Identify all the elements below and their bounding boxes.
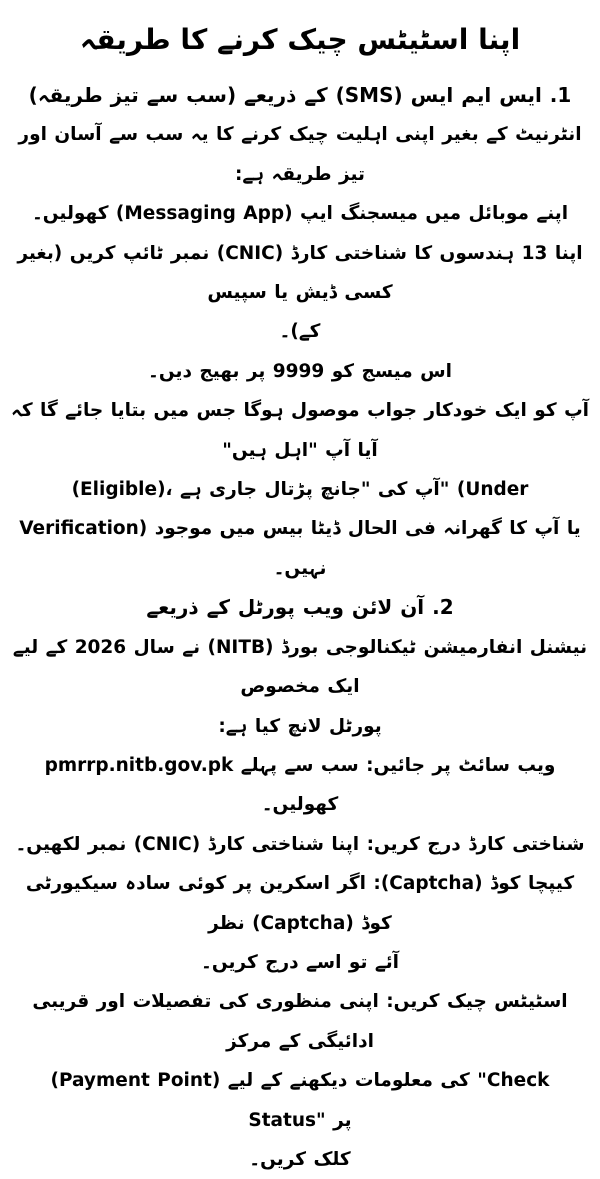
check-status-step: اسٹیٹس چیک کریں: اپنی منظوری کی تفصیلات اور قریبی ادائیگی کے مرکز [32, 991, 568, 1052]
captcha-step-continued: آئے تو اسے درج کریں۔ [201, 951, 399, 973]
nitb-portal-text: نیشنل انفارمیشن ٹیکنالوجی بورڈ (NITB) نے سال 2026 کے لیے ایک مخصوص [12, 636, 588, 698]
click-instruction: کلک کریں۔ [249, 1148, 351, 1170]
website-step: ویب سائٹ پر جائیں: سب سے پہلے pmrrp.nitb.gov.pk کھولیں۔ [44, 754, 556, 816]
send-message-step: اس میسج کو 9999 پر بھیج دیں۔ [148, 360, 452, 382]
open-messaging-app-step: اپنے موبائل میں میسجنگ ایپ (Messaging App) کھولیں۔ [31, 203, 569, 225]
enter-cnic-step: شناختی کارڈ درج کریں: اپنا شناختی کارڈ (CNIC) نمبر لکھیں۔ [15, 833, 585, 855]
verification-status-text: Verification) یا آپ کا گھرانہ فی الحال ڈیٹا بیس میں موجود نہیں۔ [19, 518, 581, 579]
web-portal-method-heading: 2. آن لائن ویب پورٹل کے ذریعے [146, 595, 454, 620]
portal-launch-text: پورٹل لانچ کیا ہے: [218, 715, 382, 737]
captcha-step: کیپچا کوڈ (Captcha): اگر اسکرین پر کوئی سادہ سیکیورٹی کوڈ (Captcha) نظر [25, 873, 575, 934]
sms-method-intro: انٹرنیٹ کے بغیر اپنی اہلیت چیک کرنے کا یہ سب سے آسان اور تیز طریقہ ہے: [18, 124, 582, 185]
automatic-reply-text: آپ کو ایک خودکار جواب موصول ہوگا جس میں بتایا جائے گا کہ آیا آپ "اہل ہیں" [10, 400, 590, 461]
page-title: اپنا اسٹیٹس چیک کرنے کا طریقہ [79, 23, 521, 56]
type-cnic-step-continued: کے)۔ [279, 321, 321, 343]
payment-point-text: (Payment Point) کی معلومات دیکھنے کے لیے "Check Status" پر [50, 1070, 550, 1131]
automatic-reply-text-continued: (Eligible)، آپ کی "جانچ پڑتال جاری ہے" (Under [71, 479, 529, 501]
sms-method-heading: 1. ایس ایم ایس (SMS) کے ذریعے (سب سے تیز طریقہ) [28, 83, 572, 107]
type-cnic-step: اپنا 13 ہندسوں کا شناختی کارڈ (CNIC) نمبر ٹائپ کریں (بغیر کسی ڈیش یا سپیس [17, 242, 583, 304]
